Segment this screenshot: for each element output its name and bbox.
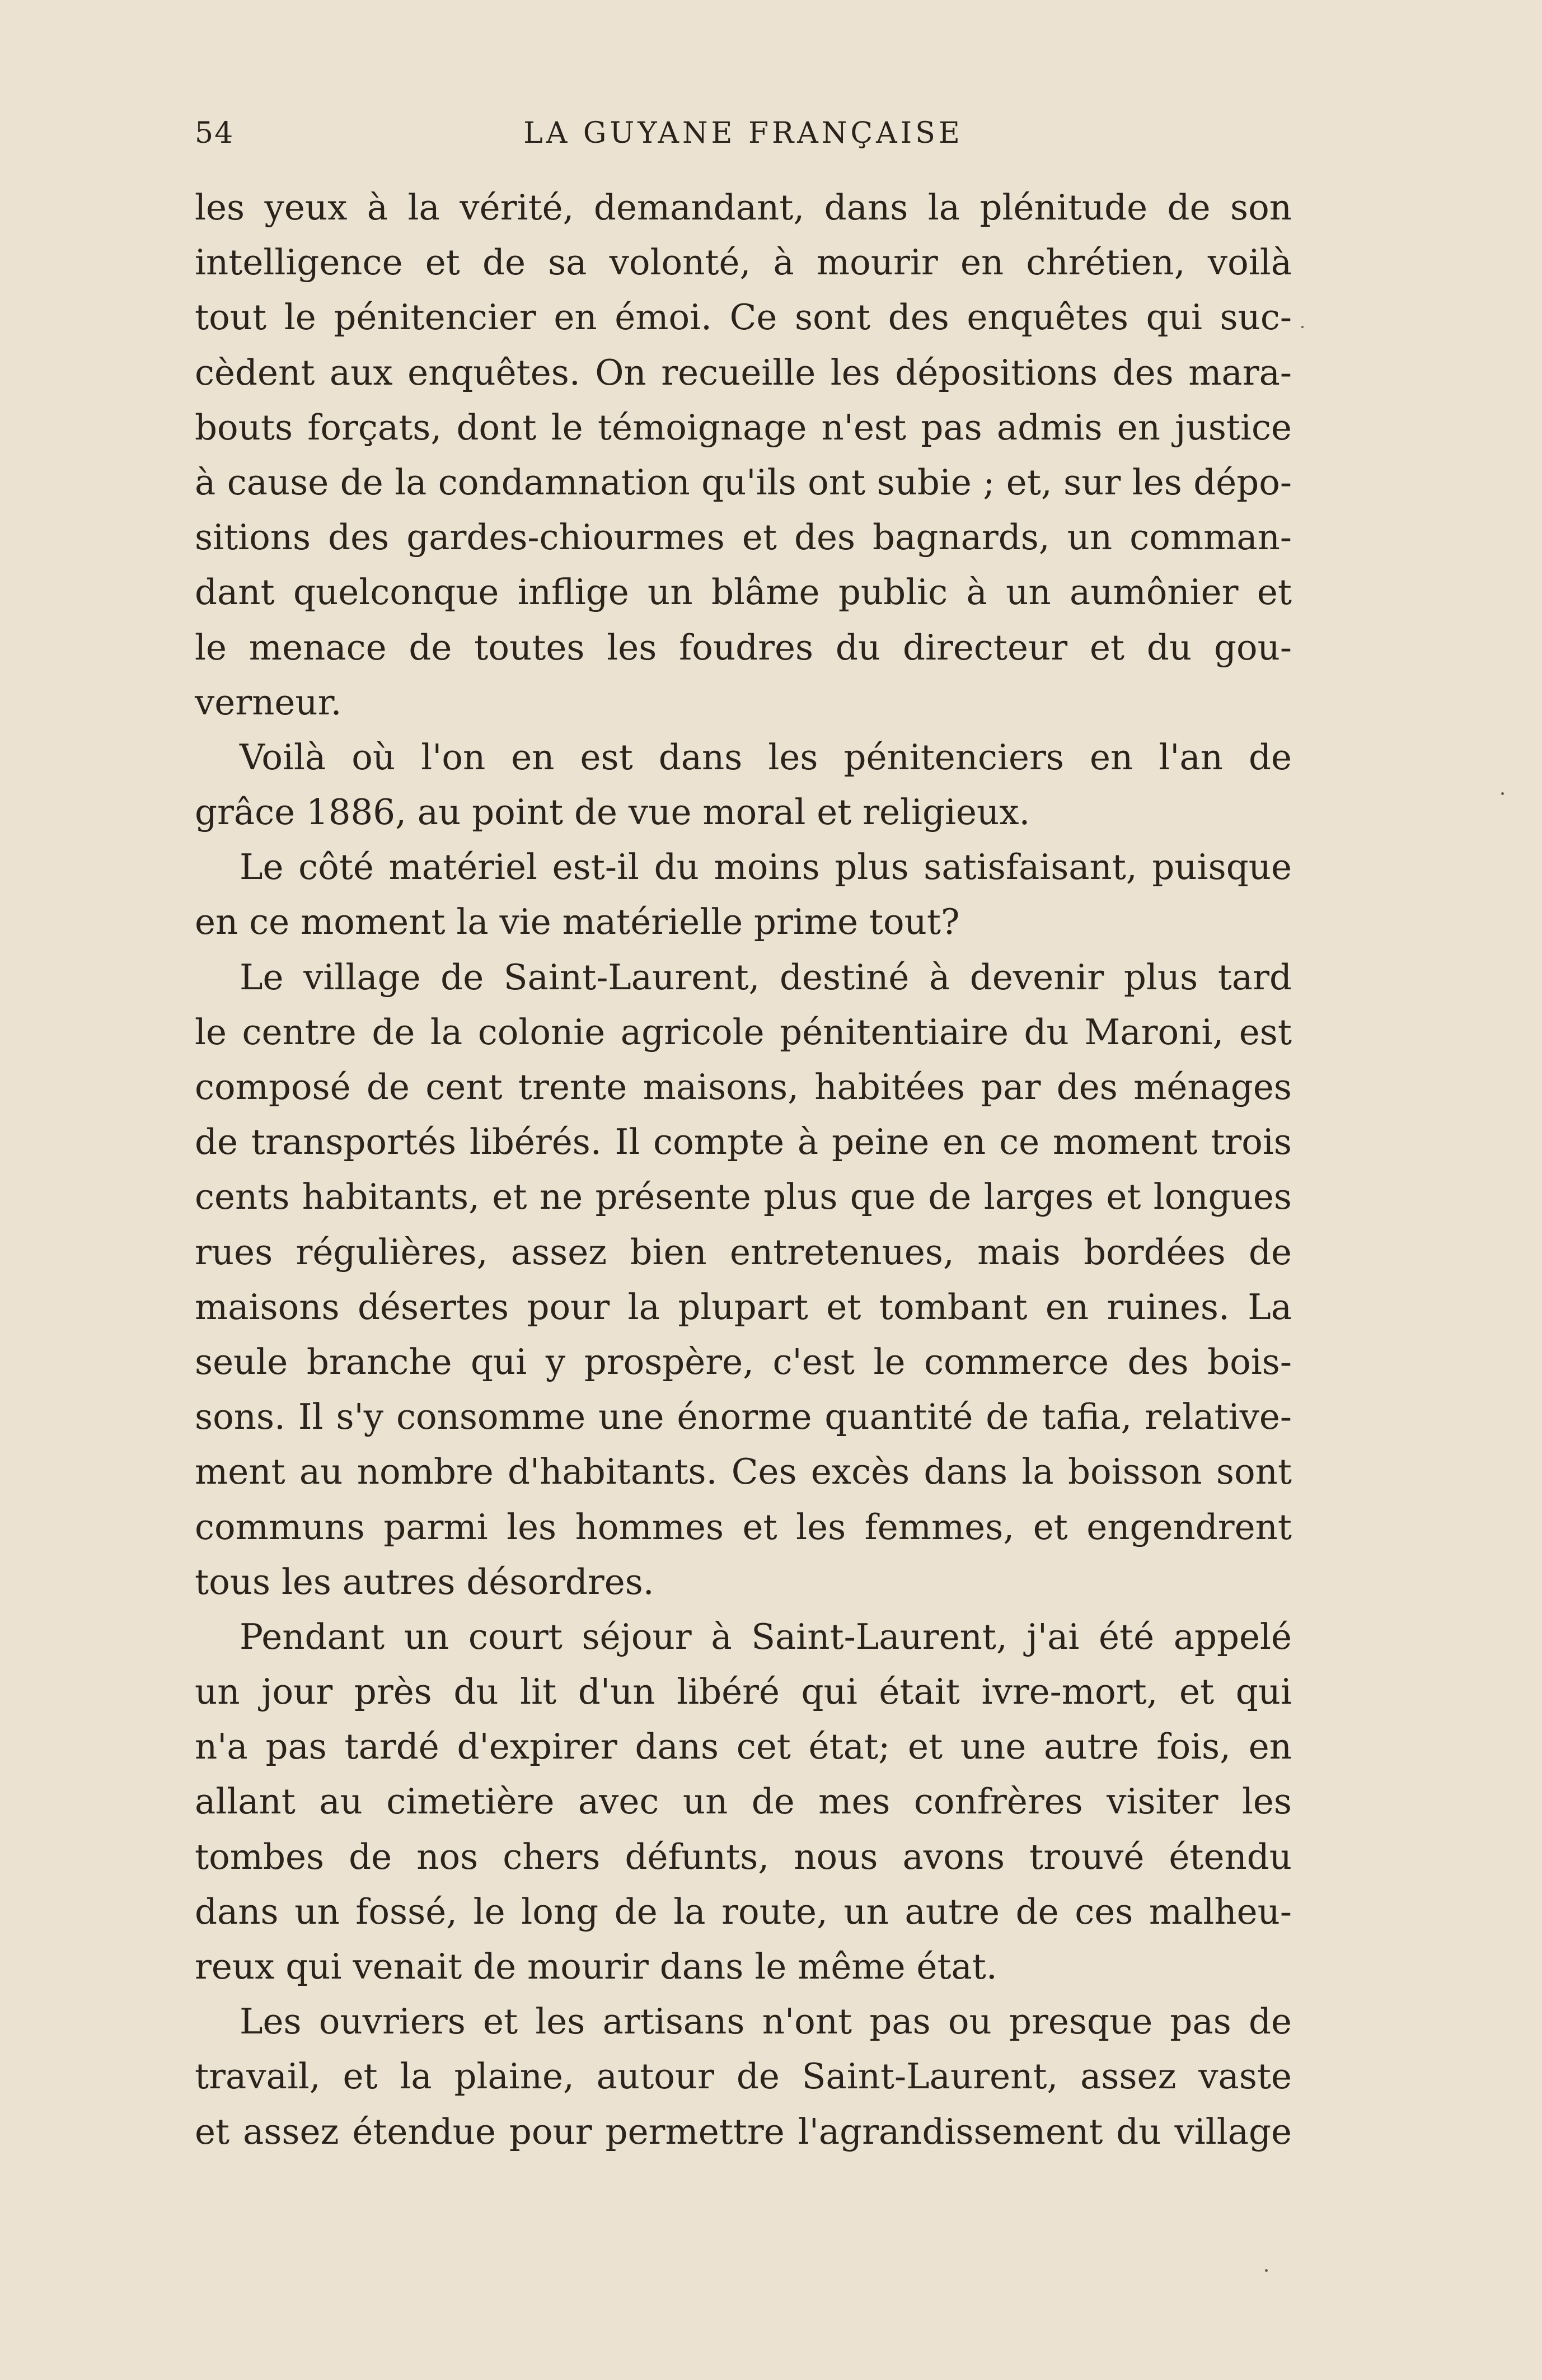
text-line: Le côté matériel est-il du moins plus satisfaisant, puisque <box>240 847 1292 888</box>
paper-speck <box>1301 326 1304 328</box>
text-line: tombes de nos chers défunts, nous avons trouvé étendu <box>195 1836 1292 1877</box>
text-line: travail, et la plaine, autour de Saint-Laurent, assez vaste <box>195 2056 1292 2097</box>
text-line: Pendant un court séjour à Saint-Laurent, j'ai été appelé <box>240 1616 1292 1657</box>
text-line: bouts forçats, dont le témoignage n'est pas admis en justice <box>195 406 1292 448</box>
text-line: sitions des gardes-chiourmes et des bagnards, un comman- <box>195 517 1292 558</box>
text-line: tout le pénitencier en émoi. Ce sont des enquêtes qui suc- <box>195 297 1292 338</box>
text-line: sons. Il s'y consomme une énorme quantité de tafia, relative- <box>195 1396 1292 1438</box>
running-title: LA GUYANE FRANÇAISE <box>523 116 963 150</box>
text-line: verneur. <box>195 681 342 723</box>
text-line: Voilà où l'on en est dans les pénitenciers en l'an de <box>240 736 1292 778</box>
text-line: en ce moment la vie matérielle prime tout? <box>195 901 960 943</box>
text-line: à cause de la condamnation qu'ils ont subie ; et, sur les dépo- <box>195 461 1292 503</box>
body-text <box>195 180 1292 2159</box>
text-line: n'a pas tardé d'expirer dans cet état; et une autre fois, en <box>195 1726 1292 1768</box>
text-line: communs parmi les hommes et les femmes, et engendrent <box>195 1506 1292 1547</box>
text-line: maisons désertes pour la plupart et tombant en ruines. La <box>195 1286 1292 1327</box>
text-line: les yeux à la vérité, demandant, dans la plénitude de son <box>195 187 1292 228</box>
text-line: rues régulières, assez bien entretenues, mais bordées de <box>195 1231 1292 1273</box>
text-line: cents habitants, et ne présente plus que de larges et longues <box>195 1176 1292 1218</box>
paper-speck <box>1265 2269 1268 2272</box>
text-line: seule branche qui y prospère, c'est le commerce des bois- <box>195 1341 1292 1382</box>
text-line: ment au nombre d'habitants. Ces excès dans la boisson sont <box>195 1451 1292 1493</box>
text-line: Le village de Saint-Laurent, destiné à devenir plus tard <box>240 956 1292 998</box>
page-header <box>195 116 1292 156</box>
text-line: le menace de toutes les foudres du directeur et du gou- <box>195 626 1292 668</box>
text-line: Les ouvriers et les artisans n'ont pas ou presque pas de <box>240 2001 1292 2042</box>
text-line: grâce 1886, au point de vue moral et religieux. <box>195 792 1030 833</box>
text-line: composé de cent trente maisons, habitées par des ménages <box>195 1067 1292 1107</box>
text-line: tous les autres désordres. <box>195 1561 654 1602</box>
text-line: le centre de la colonie agricole pénitentiaire du Maroni, est <box>195 1011 1292 1053</box>
page-number: 54 <box>195 116 235 150</box>
text-line: dans un fossé, le long de la route, un autre de ces malheu- <box>195 1891 1292 1932</box>
text-line: intelligence et de sa volonté, à mourir en chrétien, voilà <box>195 242 1292 283</box>
text-line: cèdent aux enquêtes. On recueille les dépositions des mara- <box>195 352 1292 393</box>
text-line: reux qui venait de mourir dans le même état. <box>195 1946 997 1987</box>
text-line: allant au cimetière avec un de mes confrères visiter les <box>195 1781 1292 1822</box>
text-line: de transportés libérés. Il compte à peine en ce moment trois <box>195 1121 1292 1163</box>
text-line: dant quelconque inflige un blâme public à un aumônier et <box>195 572 1292 613</box>
paper-speck <box>1501 792 1504 795</box>
text-line: un jour près du lit d'un libéré qui était ivre-mort, et qui <box>195 1671 1292 1713</box>
text-line: et assez étendue pour permettre l'agrandissement du village <box>195 2111 1292 2152</box>
